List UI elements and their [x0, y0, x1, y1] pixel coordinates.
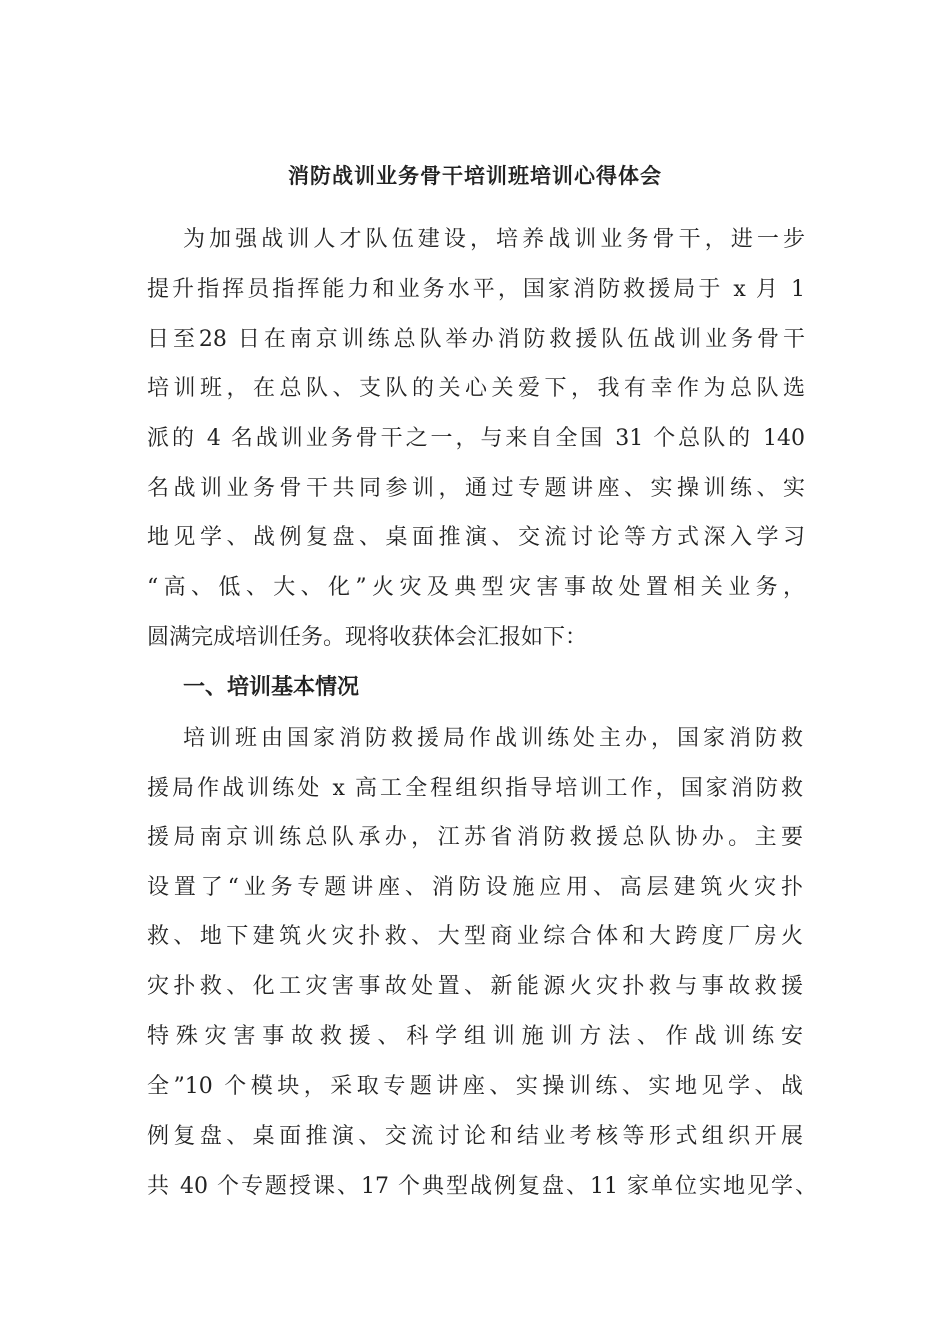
text-line: 派的 4 名战训业务骨干之一，与来自全国 31 个总队的 140 [147, 426, 805, 451]
document-title: 消防战训业务骨干培训班培训心得体会 [288, 164, 662, 188]
text-line: 救、地下建筑火灾扑救、大型商业综合体和大跨度厂房火 [147, 924, 803, 949]
text-line: 特殊灾害事故救援、科学组训施训方法、作战训练安 [147, 1024, 803, 1049]
text-line: “高、低、大、化”火灾及典型灾害事故处置相关业务， [147, 575, 805, 600]
text-line: 灾扑救、化工灾害事故处置、新能源火灾扑救与事故救援 [147, 974, 803, 999]
text-line: 日至28 日在南京训练总队举办消防救援队伍战训业务骨干 [147, 327, 805, 352]
text-line: 地见学、战例复盘、桌面推演、交流讨论等方式深入学习 [147, 525, 805, 550]
text-line: 培训班由国家消防救援局作战训练处主办，国家消防救 [183, 726, 803, 751]
text-line: 例复盘、桌面推演、交流讨论和结业考核等形式组织开展 [147, 1124, 803, 1149]
text-line: 全”10 个模块，采取专题讲座、实操训练、实地见学、战 [147, 1074, 803, 1099]
text-line: 培训班，在总队、支队的关心关爱下，我有幸作为总队选 [147, 376, 805, 401]
text-line: 援局南京训练总队承办，江苏省消防救援总队协办。主要 [147, 825, 803, 850]
text-line: 共 40 个专题授课、17 个典型战例复盘、11 家单位实地见学、 [147, 1174, 817, 1199]
text-line: 名战训业务骨干共同参训，通过专题讲座、实操训练、实 [147, 476, 805, 501]
text-line: 援局作战训练处 x 高工全程组织指导培训工作，国家消防救 [147, 776, 803, 801]
text-line: 圆满完成培训任务。现将收获体会汇报如下： [147, 625, 588, 650]
section-heading: 一、培训基本情况 [183, 675, 360, 700]
text-line: 为加强战训人才队伍建设，培养战训业务骨干，进一步 [183, 227, 805, 252]
text-line: 设置了“业务专题讲座、消防设施应用、高层建筑火灾扑 [147, 875, 803, 900]
text-line: 提升指挥员指挥能力和业务水平，国家消防救援局于 x 月 1 [147, 277, 805, 302]
